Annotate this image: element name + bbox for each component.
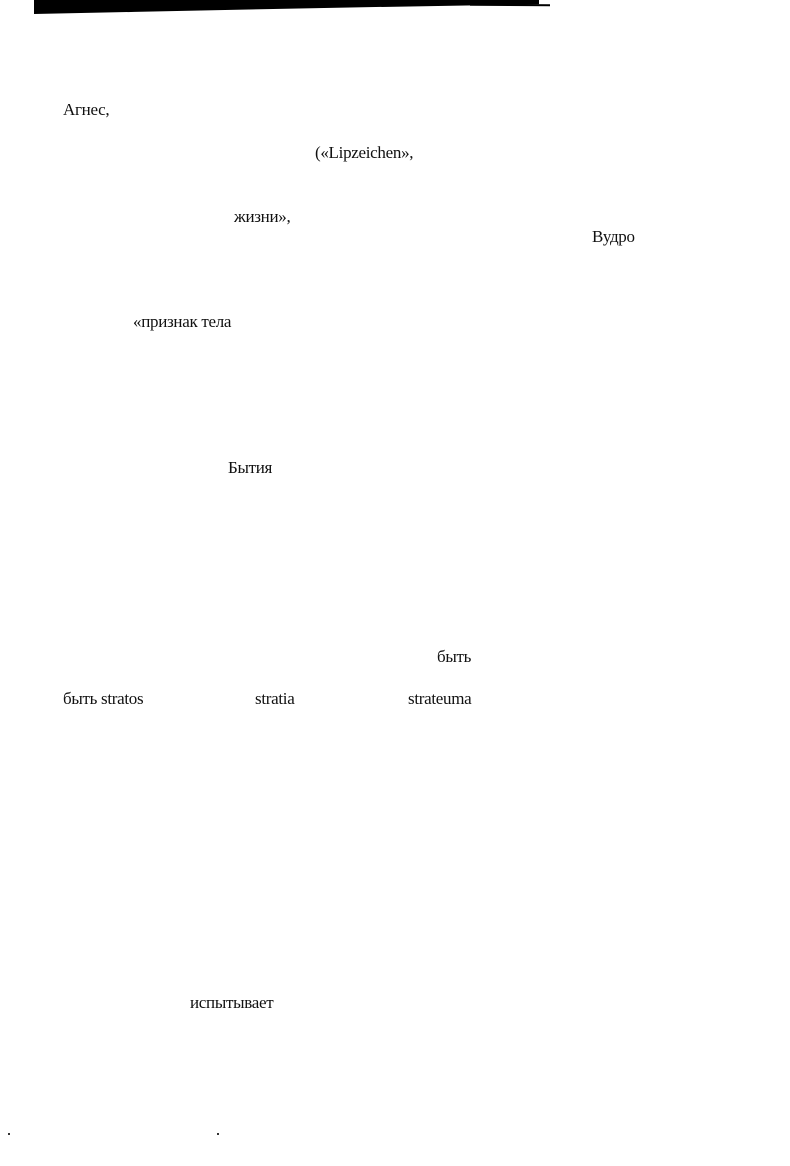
scan-edge-line bbox=[470, 4, 550, 7]
text-fragment-agnes: Агнес, bbox=[63, 100, 110, 119]
text-fragment-lipzeichen: («Lipzeichen», bbox=[315, 143, 414, 162]
scan-speck bbox=[217, 1133, 219, 1135]
text-fragment-byt-stratos: быть stratos bbox=[63, 689, 144, 708]
text-fragment-strateuma: strateuma bbox=[408, 689, 472, 708]
text-fragment-ispytyvaet: испытывает bbox=[190, 993, 274, 1012]
text-fragment-zhizni: жизни», bbox=[234, 207, 291, 226]
text-fragment-byt: быть bbox=[437, 647, 472, 666]
text-fragment-vudro: Вудро bbox=[592, 227, 635, 246]
text-fragment-stratia: stratia bbox=[255, 689, 295, 708]
scan-speck bbox=[8, 1133, 10, 1135]
text-fragment-bytiya: Бытия bbox=[228, 458, 273, 477]
scan-edge-bar bbox=[34, 0, 539, 14]
text-fragment-priznak-tela: «признак тела bbox=[133, 312, 232, 331]
